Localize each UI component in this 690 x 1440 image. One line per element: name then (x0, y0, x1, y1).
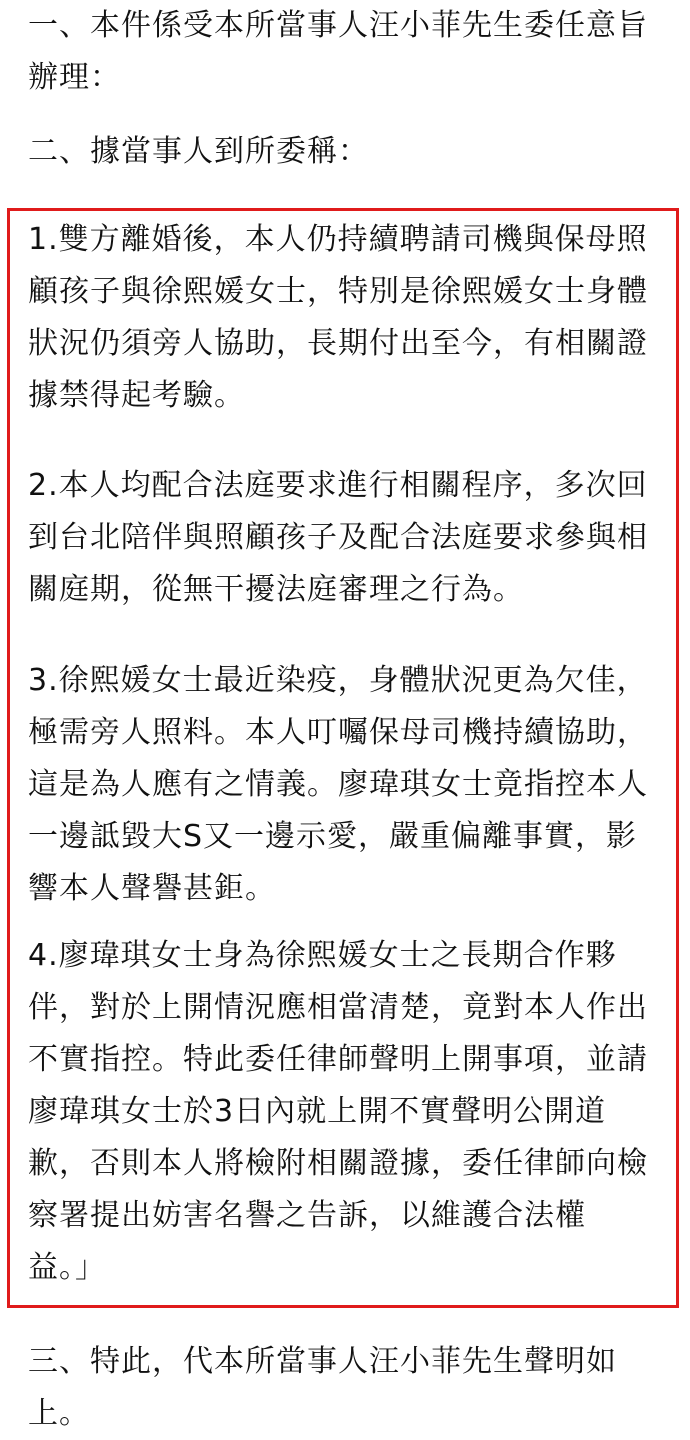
statement-item-4: 4.廖瑋琪女士身為徐熙媛女士之長期合作夥 伴，對於上開情況應相當清楚，竟對本人作出 不實指控。特此委任律師聲明上開事項，並請 廖瑋琪女士於3日內就上開不實聲明公開道 歉，否則本人將檢附相關證據，委任律師向檢 察署提出妨害名譽之告訴，以維護合法權 益。」 (28, 938, 648, 1285)
statement-item-1: 1.雙方離婚後，本人仍持續聘請司機與保母照 顧孩子與徐熙媛女士，特別是徐熙媛女士身體 狀況仍須旁人協助，長期付出至今，有相關證 據禁得起考驗。 (28, 222, 648, 413)
paragraph-two: 二、據當事人到所委稱： (28, 134, 369, 169)
paragraph-three: 三、特此，代本所當事人汪小菲先生聲明如 上。 (28, 1344, 617, 1431)
paragraph-one: 一、本件係受本所當事人汪小菲先生委任意旨 辦理： (28, 8, 648, 95)
statement-item-3: 3.徐熙媛女士最近染疫，身體狀況更為欠佳， 極需旁人照料。本人叮囑保母司機持續協助， 這是為人應有之情義。廖瑋琪女士竟指控本人 一邊詆毀大S又一邊示愛，嚴重偏離事實，影 響本人聲譽甚鉅。 (28, 663, 648, 906)
statement-item-2: 2.本人均配合法庭要求進行相關程序，多次回 到台北陪伴與照顧孩子及配合法庭要求參與相 關庭期，從無干擾法庭審理之行為。 (28, 468, 648, 607)
